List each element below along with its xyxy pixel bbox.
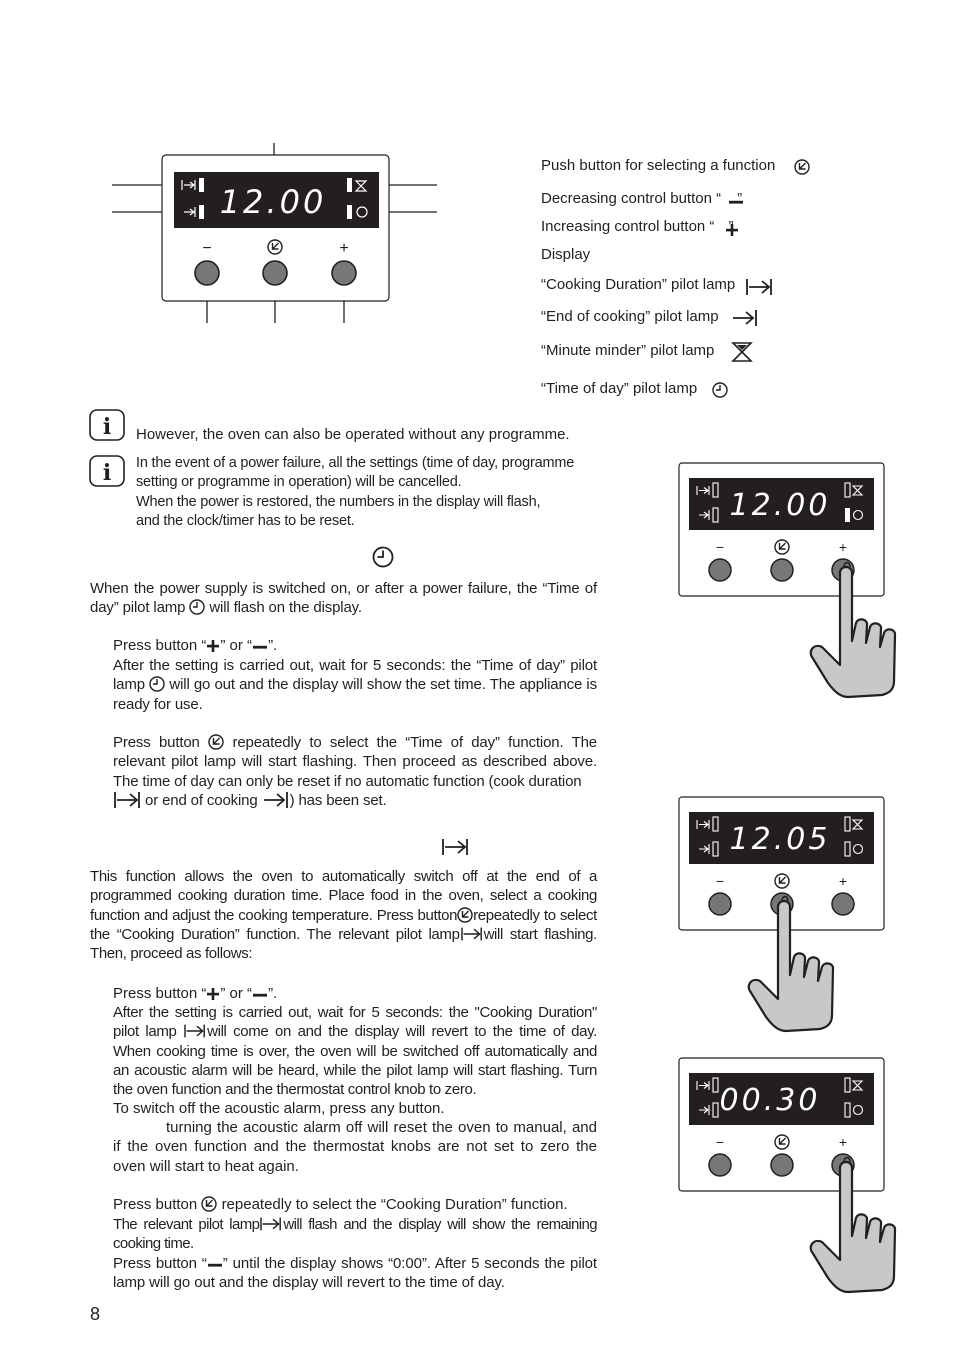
legend-select-function: Push button for selecting a function <box>541 157 776 174</box>
control-panel-diagram <box>0 0 954 420</box>
minus-button[interactable] <box>709 893 731 915</box>
cooking-duration-icon <box>183 1023 207 1039</box>
time-of-day-reset: Press button repeatedly to select the “Time of day” function. The relevant pilot lamp will start flashing. Then proceed as described above. The time of day can only be reset if no automatic function (cook duration or end of cooking ) has been set. <box>113 734 597 809</box>
cancel-step-3: Press button “ ” until the display shows “0:00”. After 5 seconds the pilot lamp will go out and the display will revert to the time of day. <box>113 1255 597 1292</box>
minus-icon <box>252 642 268 650</box>
figure2-minus: − <box>715 873 725 889</box>
figure3-minus: − <box>715 1134 725 1150</box>
function-select-button[interactable] <box>771 559 793 581</box>
plus-icon <box>206 640 220 652</box>
minus-icon <box>207 1260 223 1268</box>
figure3-plus: + <box>838 1134 848 1150</box>
alarm-warning: turning the acoustic alarm off will reset the oven to manual, and if the oven function and the thermostat knobs are not set to zero the oven will start to heat again. <box>113 1119 597 1175</box>
info-icon <box>90 456 124 486</box>
cooking-duration-after: After the setting is carried out, wait for 5 seconds: the "Cooking Duration" pilot lamp will come on and the display will revert to the time of day. When cooking time is over, the oven will be switched off automatically and an acoustic alarm will be heard, while the pilot lamp will start flashing. Turn the oven function and the thermostat control knob to zero. <box>113 1004 597 1099</box>
info-note-2: In the event of a power failure, all the settings (time of day, programme setting or programme in operation) will be cancelled. When the power is restored, the numbers in the display will flash, and the clock/timer has to be reset. <box>136 455 575 529</box>
figure-set-duration <box>670 1050 910 1300</box>
info-note-1: However, the oven can also be operated without any programme. <box>136 426 570 443</box>
legend-display: Display <box>541 246 591 263</box>
time-of-day-press: Press button “ ” or “ ”. <box>113 637 278 654</box>
cooking-duration-press: Press button “ ” or “ ”. <box>113 985 278 1002</box>
minus-icon <box>252 990 268 998</box>
legend-end-of-cooking: “End of cooking” pilot lamp <box>541 308 719 325</box>
function-select-icon <box>201 1197 217 1211</box>
figure1-minus: − <box>715 539 725 555</box>
svg-text:i: i <box>102 460 112 486</box>
alarm-note: To switch off the acoustic alarm, press any button. <box>113 1100 445 1117</box>
main-display: 12.00 <box>219 183 327 221</box>
legend-cooking-duration: “Cooking Duration” pilot lamp <box>541 276 736 293</box>
plus-button[interactable] <box>332 261 356 285</box>
minus-button[interactable] <box>709 559 731 581</box>
plus-icon <box>206 988 220 1000</box>
figure2-plus: + <box>838 873 848 889</box>
function-select-button[interactable] <box>263 261 287 285</box>
clock-icon <box>371 546 395 570</box>
cooking-duration-icon <box>441 836 471 858</box>
clock-icon <box>149 677 165 691</box>
figure1-display: 12.00 <box>729 488 831 523</box>
figure3-display: 00.30 <box>719 1083 821 1118</box>
time-of-day-intro: When the power supply is switched on, or after a power failure, the “Time of day” pilot lamp will flash on the display. <box>90 580 597 617</box>
clock-icon <box>189 600 205 614</box>
legend-minute-minder: “Minute minder” pilot lamp <box>541 342 715 359</box>
figure-select-function <box>670 789 910 1014</box>
clock-icon <box>713 383 727 397</box>
function-select-icon <box>795 160 809 174</box>
info-icons <box>88 408 128 490</box>
function-select-icon <box>457 908 473 922</box>
cooking-duration-icon <box>747 279 771 295</box>
info-icon <box>90 410 124 440</box>
cancel-step-2: The relevant pilot lamp will flash and the display will show the remaining cooking time. <box>113 1216 597 1253</box>
cooking-duration-icon <box>460 926 484 942</box>
time-of-day-after: After the setting is carried out, wait for 5 seconds: the “Time of day” pilot lamp will go out and the display will show the set time. The appliance is ready for use. <box>113 657 597 713</box>
cooking-duration-icon <box>259 1216 283 1232</box>
figure1-plus: + <box>838 539 848 555</box>
svg-text:i: i <box>102 414 112 440</box>
plus-button[interactable] <box>832 893 854 915</box>
cooking-duration-intro: This function allows the oven to automatically switch off at the end of a programmed cooking duration time. Place food in the oven, select a cooking function and adjust the cooking temperature. Press button repeatedly to select the “Cooking Duration” function. The relevant pilot lamp will start flashing. Then, proceed as follows: <box>90 868 597 963</box>
function-select-icon <box>208 735 224 749</box>
figure-set-time <box>670 455 910 680</box>
end-of-cooking-icon <box>733 310 756 326</box>
minus-button[interactable] <box>709 1154 731 1176</box>
minus-label: − <box>202 240 212 257</box>
minute-minder-icon <box>733 343 751 361</box>
legend-time-of-day: “Time of day” pilot lamp <box>541 380 698 397</box>
minus-button[interactable] <box>195 261 219 285</box>
figure2-display: 12.05 <box>729 822 831 857</box>
legend-decreasing: Decreasing control button “ ” <box>541 190 743 207</box>
page-number: 8 <box>90 1304 101 1324</box>
cancel-step-1: Press button repeatedly to select the “Cooking Duration” function. <box>113 1196 568 1213</box>
plus-label: + <box>339 240 349 257</box>
function-select-button[interactable] <box>771 1154 793 1176</box>
legend-increasing: Increasing control button “ ” <box>541 218 734 235</box>
end-of-cooking-icon <box>262 791 290 809</box>
cooking-duration-icon <box>113 791 141 809</box>
